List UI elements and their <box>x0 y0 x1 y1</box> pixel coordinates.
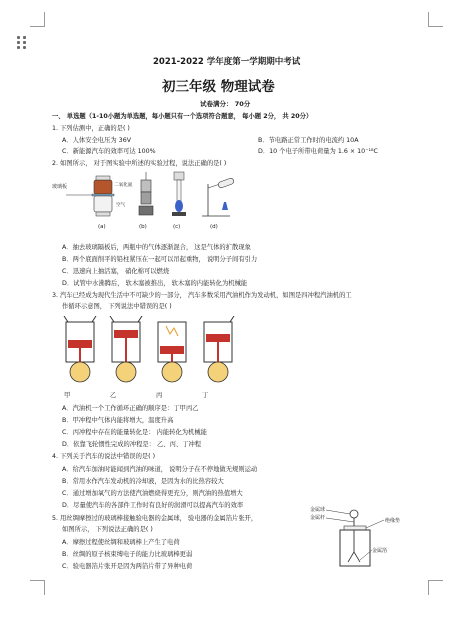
q1-option-d: D．10 个电子所带电荷量为 1.6 × 10⁻¹⁸C <box>258 148 378 155</box>
label-fig-b: (b) <box>139 224 147 230</box>
label-fig-c: (c) <box>173 224 181 230</box>
q3-option-b: B．甲冲程中气体内能将增大，温度升高 <box>62 417 174 424</box>
q1-option-b: B．节电路正常工作时的电流约 10A <box>258 137 359 144</box>
q1-option-c: C．新能源汽车的效率可达 100% <box>62 148 156 155</box>
q4-option-b: B．常用水作汽车发动机的冷却液，是因为水的比热容较大 <box>62 478 224 485</box>
q4-option-a: A．给汽车加油时能闻到汽油的味道， 说明分子在不停地做无规则运动 <box>62 466 258 473</box>
label-air: 空气 <box>116 203 126 208</box>
label-insulating-pad: 绝缘垫 <box>385 518 401 524</box>
q3-option-c: C．丙冲程中存在的能量转化是： 内能转化为机械能 <box>62 429 207 436</box>
q5-electroscope-figure <box>310 506 420 576</box>
q4-stem: 4. 下列关于汽车的说法中错误的是( ) <box>52 453 156 460</box>
stroke-label-ding: 丁 <box>202 392 209 399</box>
fire-syringe-figure <box>172 172 186 216</box>
engine-stroke-1 <box>64 316 96 382</box>
q5-stem-line2: 如图所示， 下列说法正确的是( ) <box>62 526 153 533</box>
section-heading: 一、 单选题（1-10小题为单选题，每小题只有一个选项符合题意， 每小题 2分， 共 20分） <box>52 113 313 120</box>
q5-option-c: C．验电器箔片张开是因为两箔片带了异种电荷 <box>62 563 193 570</box>
exam-term-title: 2021-2022 学年度第一学期期中考试 <box>153 57 301 67</box>
label-metal-rod: 金属杆 <box>310 515 326 521</box>
label-metal-foil: 金属箔 <box>372 548 388 554</box>
stroke-label-bing: 丙 <box>156 392 163 399</box>
q3-option-a: A．汽油机一个工作循环正确的顺序是：丁甲丙乙 <box>62 405 199 412</box>
q4-option-c: C．通过增加氧气的方法使汽油燃烧得更充分，则汽油的热值增大 <box>62 490 243 497</box>
crop-mark-bottom-left <box>30 580 45 595</box>
q5-option-a: A．摩擦过程使丝绸和玻璃棒上产生了电荷 <box>62 539 180 546</box>
q5-option-b: B．丝绸的原子核束缚电子的能力比玻璃棒更弱 <box>62 551 193 558</box>
label-glass-plate: 玻璃板 <box>52 184 68 190</box>
engine-stroke-3 <box>158 322 186 382</box>
q2-option-c: C．迅速向上抽活塞， 硝化棉可以燃烧 <box>62 268 170 275</box>
q3-engine-strokes-figure <box>58 316 248 394</box>
diffusion-jars-figure <box>66 176 114 216</box>
label-metal-ball: 金属球 <box>310 507 326 513</box>
q2-experiment-figure <box>52 170 262 240</box>
lead-cylinders-figure <box>139 172 153 215</box>
crop-mark-top-left <box>30 12 45 27</box>
engine-stroke-2 <box>110 316 142 382</box>
q2-option-b: B．两个底面削平的铅柱紧压在一起可以吊起重物， 说明分子间有引力 <box>62 256 258 263</box>
engine-stroke-4 <box>204 316 234 382</box>
stroke-label-yi: 乙 <box>110 392 117 399</box>
crop-mark-top-right <box>428 12 443 27</box>
q5-stem-line1: 5. 用丝绸摩擦过的玻璃棒接触验电器的金属球， 验电器的金属箔片张开， <box>52 515 258 522</box>
exam-title: 初三年级 物理试卷 <box>162 79 275 95</box>
drag-handle-icon[interactable] <box>17 36 27 48</box>
label-fig-a: (a) <box>98 224 106 230</box>
q2-option-d: D．试管中水沸腾后， 软木塞被推出， 软木塞的内能转化为机械能 <box>62 280 248 287</box>
stroke-label-jia: 甲 <box>64 392 71 399</box>
q2-option-a: A．抽去玻璃隔板后，两瓶中的气体逐渐混合， 这是气体的扩散现象 <box>62 244 251 251</box>
q1-stem: 1. 下列估测中，正确的是( ) <box>52 125 130 132</box>
q3-option-d: D．依靠飞轮惯性完成的冲程是： 乙、丙、丁冲程 <box>62 441 202 448</box>
q3-stem-line1: 3. 汽车已经成为现代生活中不可缺少的一部分， 汽车多数采用汽油机作为发动机，如图是四冲程汽油机的工 <box>52 292 352 299</box>
total-score: 试卷满分： 70分 <box>200 100 251 108</box>
q1-option-a: A．人体安全电压为 36V <box>62 137 132 144</box>
test-tube-figure <box>202 177 235 216</box>
q3-stem-line2: 作循环示意图， 下列说法中错误的是( ) <box>62 303 172 310</box>
label-fig-d: (d) <box>210 224 218 230</box>
q4-option-d: D．尽量使汽车的各部件工作时有良好的润滑可以提高汽车的效率 <box>62 502 244 509</box>
crop-mark-bottom-right <box>428 580 443 595</box>
q2-stem: 2. 如图所示， 对于图实验中所述的实验过程，说法正确的是( ) <box>52 160 227 167</box>
label-nitrogen-dioxide: 二氧化氮 <box>114 183 133 188</box>
